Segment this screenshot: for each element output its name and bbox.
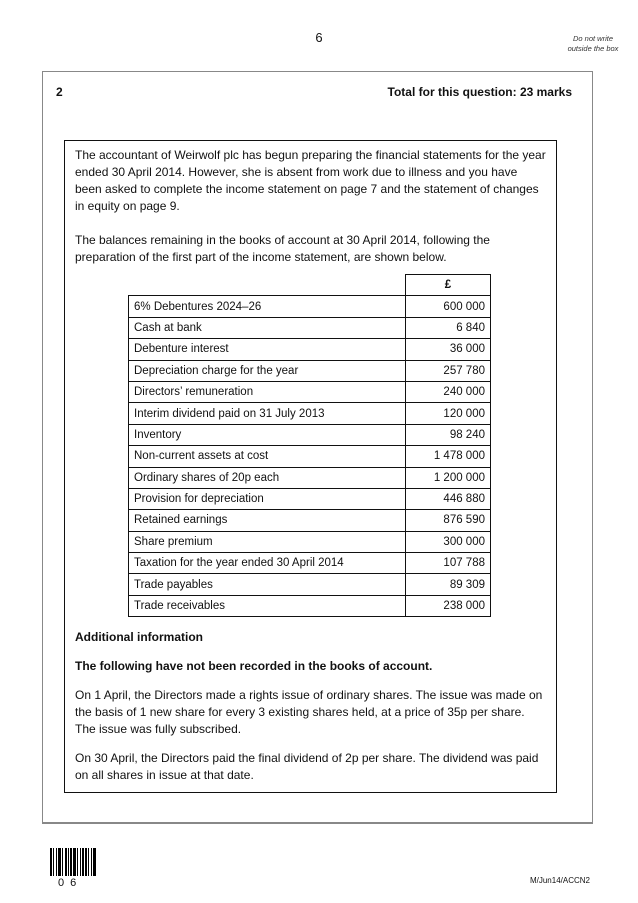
table-row [129,510,491,531]
paper-reference: M/Jun14/ACCN2 [529,876,590,885]
row-label: Cash at bank [129,317,406,338]
row-value: 238 000 [406,595,491,616]
table-row [129,446,491,467]
row-label: Provision for depreciation [129,488,406,509]
row-label: Share premium [129,531,406,552]
table-row [129,296,491,317]
table-row [129,553,491,574]
table-row [129,595,491,616]
margin-note: Do not write outside the box [567,34,619,53]
barcode-label: 06 [58,877,83,889]
row-value: 1 478 000 [406,446,491,467]
table-row [129,339,491,360]
row-value: 876 590 [406,510,491,531]
table-row [129,381,491,402]
row-label: Debenture interest [129,339,406,360]
row-label: Taxation for the year ended 30 April 2014 [129,553,406,574]
row-value: 446 880 [406,488,491,509]
table-row [129,574,491,595]
table-header-row [129,275,491,296]
balances-table [128,274,491,617]
barcode [50,848,108,876]
table-row [129,467,491,488]
dividend-paragraph: On 30 April, the Directors paid the final dividend of 2p per share. The dividend was paid on all shares in issue at that date. [75,751,539,783]
table-row [129,424,491,445]
row-value: 1 200 000 [406,467,491,488]
row-label: Depreciation charge for the year [129,360,406,381]
row-label: Trade receivables [129,595,406,616]
row-value: 89 309 [406,574,491,595]
row-value: 240 000 [406,381,491,402]
barcode-bar [96,848,97,876]
not-recorded-note: The following have not been recorded in the books of account. [75,659,433,674]
row-label: Interim dividend paid on 31 July 2013 [129,403,406,424]
intro-paragraph: The accountant of Weirwolf plc has begun preparing the financial statements for the year ended 30 April 2014. However, she is absent from work due to illness and you have been asked to complete the income statement on page 7 and the statement of changes in equity on page 9. [75,148,546,213]
row-value: 257 780 [406,360,491,381]
row-label: 6% Debentures 2024–26 [129,296,406,317]
row-value: 98 240 [406,424,491,445]
row-label: Directors’ remuneration [129,381,406,402]
row-label: Inventory [129,424,406,445]
table-row [129,317,491,338]
row-label: Non-current assets at cost [129,446,406,467]
row-value: 107 788 [406,553,491,574]
row-label: Ordinary shares of 20p each [129,467,406,488]
row-value: 120 000 [406,403,491,424]
page-number: 6 [315,30,323,45]
currency-header: £ [406,275,491,296]
row-value: 300 000 [406,531,491,552]
table-row [129,403,491,424]
row-value: 36 000 [406,339,491,360]
row-label: Retained earnings [129,510,406,531]
question-number: 2 [56,85,63,99]
table-row [129,360,491,381]
row-value: 600 000 [406,296,491,317]
row-label: Trade payables [129,574,406,595]
total-marks: Total for this question: 23 marks [387,85,572,99]
additional-heading: Additional information [75,630,203,645]
table-row [129,531,491,552]
balances-intro: The balances remaining in the books of account at 30 April 2014, following the preparation of the first part of the income statement, are shown below. [75,233,490,264]
rights-issue-paragraph: On 1 April, the Directors made a rights issue of ordinary shares. The issue was made on the basis of 1 new share for every 3 existing shares held, at a price of 35p per share. The issue was fully subscribed. [75,688,543,737]
row-value: 6 840 [406,317,491,338]
table-row [129,488,491,509]
question-box [64,140,557,793]
